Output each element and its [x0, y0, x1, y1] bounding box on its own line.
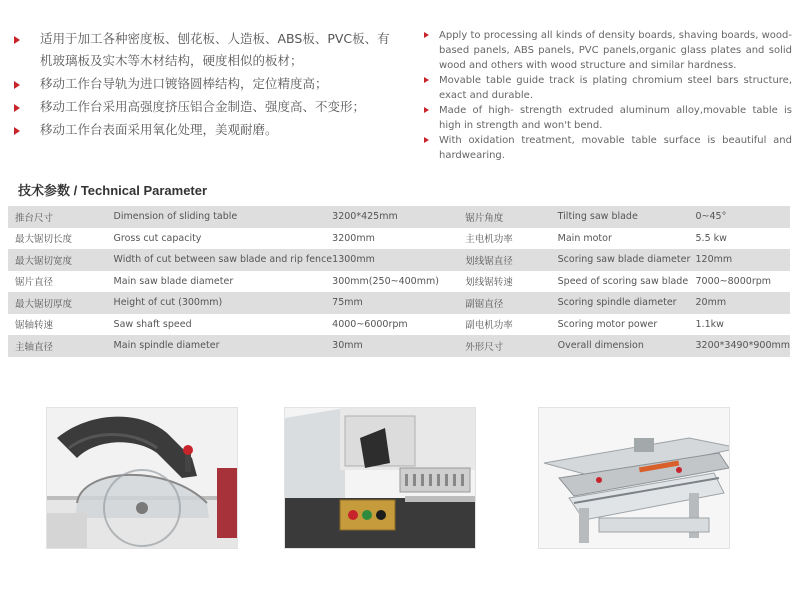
param-value: 75mm	[332, 292, 465, 314]
param-name-en: Main spindle diameter	[114, 335, 333, 357]
params-table	[8, 206, 790, 357]
param-value: 5.5 kw	[696, 228, 791, 250]
table-row	[8, 314, 790, 336]
feature-en-item	[424, 103, 792, 133]
param-name-en: Scoring motor power	[558, 314, 696, 336]
feature-cn-item	[14, 73, 394, 95]
table-row	[8, 249, 790, 271]
param-name-cn: 主电机功率	[465, 228, 557, 250]
param-name-cn: 副锯直径	[465, 292, 557, 314]
param-value: 3200*425mm	[332, 206, 465, 228]
feature-en-text: With oxidation treatment, movable table surface is beautiful and hardwearing.	[439, 135, 792, 161]
param-name-cn: 锯片角度	[465, 206, 557, 228]
param-name-en: Main motor	[558, 228, 696, 250]
bullet-arrow-icon	[424, 107, 429, 113]
feature-en-text: Movable table guide track is plating chromium steel bars structure, exact and durable.	[439, 75, 792, 101]
param-name-cn: 外形尺寸	[465, 335, 557, 357]
feature-en-text: Apply to processing all kinds of density boards, shaving boards, wood-based panels, ABS panels, PVC panels,organic glass plates and solid wood and others with wood structure and similar hardness.	[439, 30, 792, 71]
param-value: 1.1kw	[696, 314, 791, 336]
param-name-en: Gross cut capacity	[114, 228, 333, 250]
feature-cn-item	[14, 28, 394, 72]
param-name-en: Speed of scoring saw blade	[558, 271, 696, 293]
param-name-cn: 最大锯切宽度	[8, 249, 114, 271]
table-row	[8, 206, 790, 228]
bullet-arrow-icon	[14, 81, 20, 89]
param-name-cn: 主轴直径	[8, 335, 114, 357]
param-name-cn: 副电机功率	[465, 314, 557, 336]
feature-cn-item	[14, 119, 394, 141]
param-name-cn: 划线锯直径	[465, 249, 557, 271]
param-value: 120mm	[696, 249, 791, 271]
params-title: 技术参数 / Technical Parameter	[18, 183, 208, 198]
feature-cn-text: 移动工作台采用高强度挤压铝合金制造、强度高、不变形；	[40, 99, 366, 114]
param-name-en: Scoring spindle diameter	[558, 292, 696, 314]
param-value: 3200*3490*900mm	[696, 335, 791, 357]
param-name-cn: 锯轴转速	[8, 314, 114, 336]
param-name-en: Saw shaft speed	[114, 314, 333, 336]
features-cn-list	[14, 28, 394, 142]
param-name-en: Main saw blade diameter	[114, 271, 333, 293]
bullet-arrow-icon	[424, 137, 429, 143]
table-row	[8, 292, 790, 314]
table-row	[8, 335, 790, 357]
param-name-cn: 最大锯切长度	[8, 228, 114, 250]
param-value: 1300mm	[332, 249, 465, 271]
feature-cn-text: 移动工作台导轨为进口镀铬圆棒结构，定位精度高；	[40, 76, 328, 91]
param-name-en: Dimension of sliding table	[114, 206, 333, 228]
feature-en-item	[424, 28, 792, 73]
features-en-list	[424, 28, 792, 163]
param-value: 20mm	[696, 292, 791, 314]
param-name-en: Width of cut between saw blade and rip fence	[114, 249, 333, 271]
feature-cn-text: 适用于加工各种密度板、刨花板、人造板、ABS板、PVC板、有机玻璃板及实木等木材结构，硬度相似的板材；	[40, 31, 390, 68]
bullet-arrow-icon	[424, 77, 429, 83]
feature-cn-item	[14, 96, 394, 118]
param-name-cn: 最大锯切厚度	[8, 292, 114, 314]
sliding-table-control-panel-photo	[284, 407, 476, 549]
param-value: 4000~6000rpm	[332, 314, 465, 336]
param-value: 3200mm	[332, 228, 465, 250]
feature-en-item	[424, 73, 792, 103]
param-name-en: Scoring saw blade diameter	[558, 249, 696, 271]
param-name-en: Height of cut (300mm)	[114, 292, 333, 314]
bullet-arrow-icon	[14, 36, 20, 44]
param-name-cn: 推台尺寸	[8, 206, 114, 228]
param-value: 300mm(250~400mm)	[332, 271, 465, 293]
feature-cn-text: 移动工作台表面采用氧化处理，美观耐磨。	[40, 122, 278, 137]
param-name-en: Tilting saw blade	[558, 206, 696, 228]
param-name-cn: 划线锯转速	[465, 271, 557, 293]
table-row	[8, 228, 790, 250]
bullet-arrow-icon	[424, 32, 429, 38]
table-row	[8, 271, 790, 293]
saw-blade-guard-photo	[46, 407, 238, 549]
param-value: 0~45°	[696, 206, 791, 228]
param-name-en: Overall dimension	[558, 335, 696, 357]
sliding-table-machine-photo	[538, 407, 730, 549]
param-value: 7000~8000rpm	[696, 271, 791, 293]
param-name-cn: 锯片直径	[8, 271, 114, 293]
feature-en-text: Made of high- strength extruded aluminum alloy,movable table is high in strength and won't bend.	[439, 105, 792, 131]
param-value: 30mm	[332, 335, 465, 357]
bullet-arrow-icon	[14, 127, 20, 135]
bullet-arrow-icon	[14, 104, 20, 112]
feature-en-item	[424, 133, 792, 163]
